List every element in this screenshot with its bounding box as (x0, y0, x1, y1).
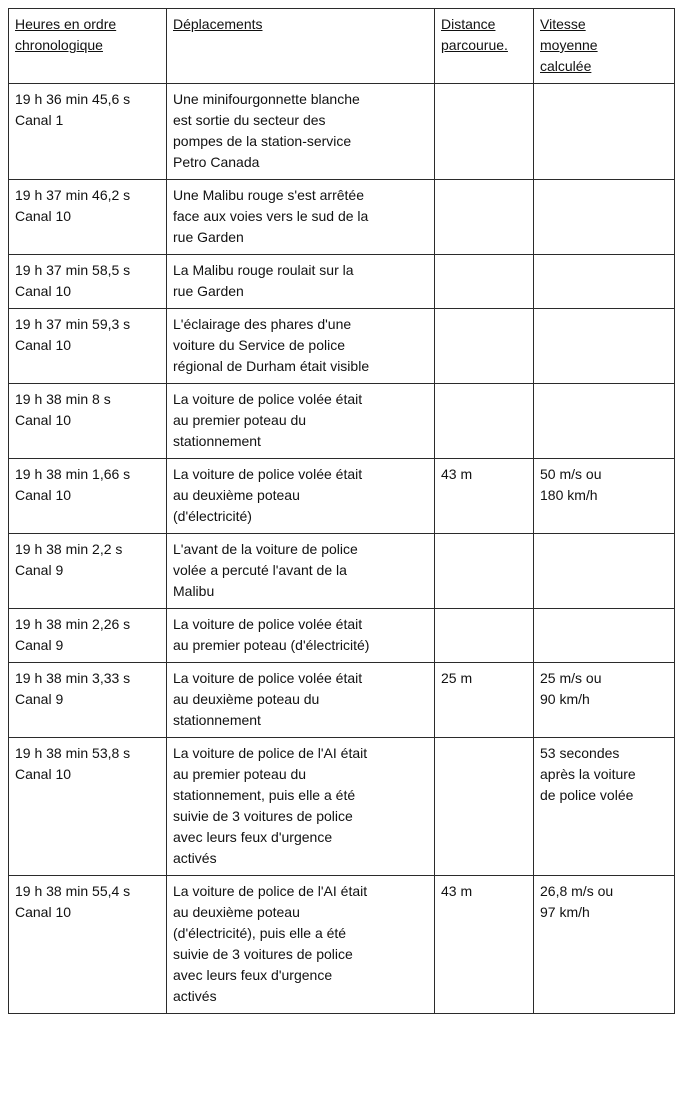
cell-time: 19 h 38 min 3,33 s Canal 9 (9, 663, 167, 738)
cell-time: 19 h 38 min 2,2 s Canal 9 (9, 534, 167, 609)
cell-distance (435, 534, 534, 609)
cell-speed (534, 609, 675, 663)
cell-distance (435, 180, 534, 255)
table-row (9, 738, 675, 876)
cell-movement: La voiture de police de l'AI était au deuxième poteau (d'électricité), puis elle a été suivie de 3 voitures de police avec leurs feux d'urgence activés (167, 876, 435, 1014)
cell-distance (435, 738, 534, 876)
cell-time: 19 h 38 min 8 s Canal 10 (9, 384, 167, 459)
header-movement-label: Déplacements (173, 16, 263, 32)
header-speed (534, 9, 675, 84)
cell-distance (435, 609, 534, 663)
cell-movement: La Malibu rouge roulait sur la rue Garden (167, 255, 435, 309)
cell-distance (435, 84, 534, 180)
header-time-label: Heures en ordre chronologique (15, 16, 117, 53)
table-row (9, 180, 675, 255)
cell-speed (534, 309, 675, 384)
table-row (9, 609, 675, 663)
table-row (9, 309, 675, 384)
cell-movement: Une minifourgonnette blanche est sortie du secteur des pompes de la station-service Petro Canada (167, 84, 435, 180)
table-row (9, 384, 675, 459)
cell-distance (435, 309, 534, 384)
cell-time: 19 h 38 min 2,26 s Canal 9 (9, 609, 167, 663)
cell-movement: L'avant de la voiture de police volée a percuté l'avant de la Malibu (167, 534, 435, 609)
table-header-row (9, 9, 675, 84)
cell-speed: 26,8 m/s ou 97 km/h (534, 876, 675, 1014)
cell-movement: La voiture de police volée était au premier poteau (d'électricité) (167, 609, 435, 663)
table-row (9, 255, 675, 309)
cell-time: 19 h 38 min 1,66 s Canal 10 (9, 459, 167, 534)
cell-movement: La voiture de police volée était au deuxième poteau du stationnement (167, 663, 435, 738)
cell-speed (534, 534, 675, 609)
cell-speed: 25 m/s ou 90 km/h (534, 663, 675, 738)
table-row (9, 663, 675, 738)
header-time (9, 9, 167, 84)
header-distance (435, 9, 534, 84)
cell-speed (534, 180, 675, 255)
cell-speed (534, 255, 675, 309)
cell-speed: 50 m/s ou 180 km/h (534, 459, 675, 534)
cell-distance: 43 m (435, 459, 534, 534)
cell-distance (435, 255, 534, 309)
cell-distance: 25 m (435, 663, 534, 738)
cell-distance: 43 m (435, 876, 534, 1014)
header-speed-label: Vitesse moyenne calculée (540, 16, 598, 74)
cell-speed (534, 384, 675, 459)
cell-movement: La voiture de police volée était au premier poteau du stationnement (167, 384, 435, 459)
cell-movement: La voiture de police volée était au deuxième poteau (d'électricité) (167, 459, 435, 534)
header-movement (167, 9, 435, 84)
table-row (9, 876, 675, 1014)
cell-distance (435, 384, 534, 459)
cell-movement: La voiture de police de l'AI était au premier poteau du stationnement, puis elle a été suivie de 3 voitures de police avec leurs feux d'urgence activés (167, 738, 435, 876)
cell-movement: L'éclairage des phares d'une voiture du Service de police régional de Durham était visible (167, 309, 435, 384)
cell-speed: 53 secondes après la voiture de police volée (534, 738, 675, 876)
cell-time: 19 h 37 min 59,3 s Canal 10 (9, 309, 167, 384)
cell-time: 19 h 38 min 53,8 s Canal 10 (9, 738, 167, 876)
cell-time: 19 h 36 min 45,6 s Canal 1 (9, 84, 167, 180)
cell-time: 19 h 38 min 55,4 s Canal 10 (9, 876, 167, 1014)
table-row (9, 534, 675, 609)
cell-speed (534, 84, 675, 180)
cell-movement: Une Malibu rouge s'est arrêtée face aux voies vers le sud de la rue Garden (167, 180, 435, 255)
table-row (9, 459, 675, 534)
header-distance-label: Distance parcourue. (441, 16, 508, 53)
cell-time: 19 h 37 min 58,5 s Canal 10 (9, 255, 167, 309)
timeline-table (8, 8, 675, 1014)
cell-time: 19 h 37 min 46,2 s Canal 10 (9, 180, 167, 255)
table-row (9, 84, 675, 180)
